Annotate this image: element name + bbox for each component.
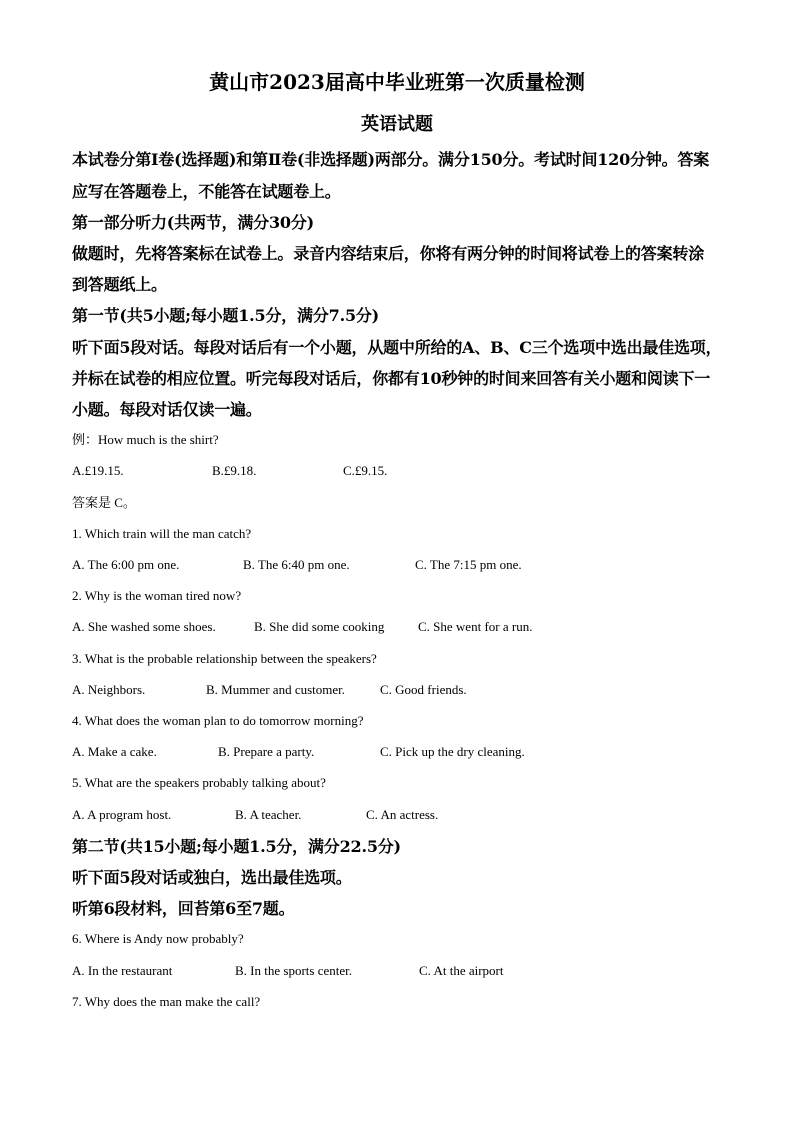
example-option-a: A.£19.15. xyxy=(72,463,124,478)
section1-instruction-line-3: 小题。每段对话仅读一遍。 xyxy=(72,400,262,419)
question-6-option-b: B. In the sports center. xyxy=(235,963,352,978)
question-1-option-c: C. The 7:15 pm one. xyxy=(415,557,522,572)
intro-line-1: 本试卷分第Ⅰ卷(选择题)和第Ⅱ卷(非选择题)两部分。满分150分。考试时间120分钟。答案 xyxy=(72,150,710,169)
question-2: 2. Why is the woman tired now? xyxy=(72,588,242,603)
question-6-option-a: A. In the restaurant xyxy=(72,963,173,978)
question-1-option-a: A. The 6:00 pm one. xyxy=(72,557,180,572)
section1-instruction-line-1: 听下面5段对话。每段对话后有一个小题，从题中所给的A、B、C三个选项中选出最佳选项， xyxy=(72,338,722,357)
question-4: 4. What does the woman plan to do tomorrow morning? xyxy=(72,713,364,728)
question-2-option-b: B. She did some cooking xyxy=(254,619,385,634)
question-5: 5. What are the speakers probably talking about? xyxy=(72,775,326,790)
intro-line-2: 应写在答题卷上，不能答在试题卷上。 xyxy=(72,182,341,201)
part1-instruction-line-2: 到答题纸上。 xyxy=(72,275,167,294)
example-option-b: B.£9.18. xyxy=(212,463,257,478)
question-7: 7. Why does the man make the call? xyxy=(72,994,261,1009)
page-subtitle: 英语试题 xyxy=(361,114,433,135)
question-4-option-a: A. Make a cake. xyxy=(72,744,157,759)
question-6-option-c: C. At the airport xyxy=(419,963,504,978)
question-3-option-b: B. Mummer and customer. xyxy=(206,682,346,697)
question-4-option-c: C. Pick up the dry cleaning. xyxy=(380,744,525,759)
question-5-option-a: A. A program host. xyxy=(72,807,172,822)
example-option-c: C.£9.15. xyxy=(343,463,388,478)
question-6: 6. Where is Andy now probably? xyxy=(72,931,244,946)
question-1-option-b: B. The 6:40 pm one. xyxy=(243,557,350,572)
section1-heading: 第一节(共5小题;每小题1.5分，满分7.5分) xyxy=(72,306,380,325)
page-title: 黄山市2023届高中毕业班第一次质量检测 xyxy=(209,70,585,94)
part1-instruction-line-1: 做题时，先将答案标在试卷上。录音内容结束后，你将有两分钟的时间将试卷上的答案转涂 xyxy=(72,244,705,263)
question-3: 3. What is the probable relationship between the speakers? xyxy=(72,651,377,666)
question-5-option-c: C. An actress. xyxy=(366,807,439,822)
question-3-option-a: A. Neighbors. xyxy=(72,682,146,697)
question-2-option-a: A. She washed some shoes. xyxy=(72,619,216,634)
question-4-option-b: B. Prepare a party. xyxy=(218,744,315,759)
question-5-option-b: B. A teacher. xyxy=(235,807,302,822)
part1-heading: 第一部分听力(共两节，满分30分) xyxy=(72,213,315,232)
section2-material: 听第6段材料，回苔第6至7题。 xyxy=(72,899,295,918)
question-1: 1. Which train will the man catch? xyxy=(72,526,252,541)
question-3-option-c: C. Good friends. xyxy=(380,682,467,697)
section1-instruction-line-2: 并标在试卷的相应位置。听完每段对话后，你都有10秒钟的时间来回答有关小题和阅读下一 xyxy=(72,369,711,388)
section2-instruction: 听下面5段对话或独白，选出最佳选项。 xyxy=(72,868,352,887)
example-answer: 答案是 C。 xyxy=(72,495,136,510)
section2-heading: 第二节(共15小题;每小题1.5分，满分22.5分) xyxy=(72,837,401,856)
example-question: 例：How much is the shirt? xyxy=(72,432,219,447)
question-2-option-c: C. She went for a run. xyxy=(418,619,533,634)
